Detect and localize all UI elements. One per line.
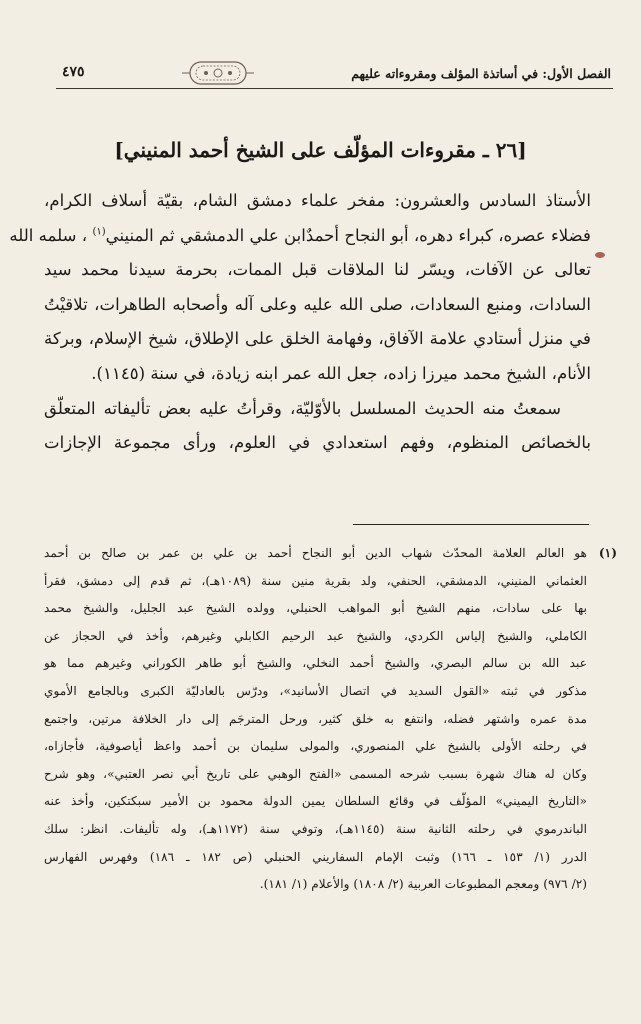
header-ornament-icon — [182, 58, 254, 88]
footnote-line: «التاريخ اليميني» المؤلّف في وقائع السلطان يمين الدولة محمود بن الأمير سبكتكين، وأخذ عنه — [44, 794, 587, 809]
section-title: [٢٦ ـ مقروءات المؤلّف على الشيخ أحمد المنيني] — [114, 138, 527, 162]
body-line: الأستاذ السادس والعشرون: مفخر علماء دمشق الشام، بقيّة أسلاف الكرام، — [44, 191, 591, 210]
footnote-line: الكاملي، والشيخ إلياس الكردي، والشيخ عبد الرحيم الكابلي وغيرهم، وأخذ في الحجاز عن — [44, 628, 587, 643]
body-line — [9, 219, 591, 254]
footnote-line: الباندرموي في رحلته الثانية سنة (١١٤٥هـ)، وتوفي سنة (١١٧٢هـ)، وله تأليفات. انظر: سلك — [44, 821, 588, 836]
footnote-line: الدرر (١/ ١٥٣ ـ ١٦٦) وثبت الإمام السفاريني الحنبلي (ص ١٨٢ ـ ١٨٦) وفهرس الفهارس — [44, 849, 587, 864]
footnote-line: وكان له هناك شهرة بسبب شرحه المسمى «الفتح الوهبي على تاريخ أبي نصر العتبي»، وهو شرح — [44, 766, 587, 781]
footnote-line: العثماني المنيني، الدمشقي، الحنفي، ولد بقرية منين سنة (١٠٨٩هـ)، ثم قدم إلى دمشق، فقرأ — [44, 573, 587, 588]
body-line-text: فضلاء عصره، كبراء دهره، أبو النجاح أحمدٌابن علي الدمشقي ثم المنيني$^{(١)}$ ، سلمه الله — [9, 225, 591, 245]
footnote-line: مذكور في ثبته «القول السديد في اتصال الأسانيد»، ودرّس بالعادليّة الكبرى وبالجامع الأموي — [44, 683, 587, 698]
footnote-line: في رحلته الأولى بالشيخ علي المنصوري، والمولى سليمان بن أحمد واعظ أياصوفية، فأجازاه، — [44, 739, 587, 754]
body-text — [9, 184, 591, 461]
footnote-reference: (١) — [92, 226, 106, 238]
chapter-title: الفصل الأول: في أساتذة المؤلف ومقروءاته عليهم — [351, 66, 611, 81]
body-line: في منزل أستادي علامة الآفاق، وفهامة الخلق على الإطلاق، شيخ الإسلام، وبركة — [44, 329, 591, 349]
page-number: ٤٧٥ — [62, 64, 85, 80]
body-line: تعالى عن الآفات، ويسّر لنا الملاقات قبل الممات، بحرمة سيدنا محمد سيد — [44, 260, 591, 280]
footnote-separator — [353, 524, 589, 525]
footnote-line: مدة عمره واشتهر فضله، وانتفع به خلق كثير، ورحل المترجَم إلى دار الخلافة مرتين، واجتمع — [44, 711, 587, 726]
body-line: الأنام، الشيخ محمد ميرزا زاده، جعل الله عمر ابنه زيادة، في سنة (١١٤٥). — [91, 363, 591, 383]
running-header — [56, 66, 613, 89]
ink-smudge — [595, 252, 605, 258]
footnote — [44, 540, 617, 899]
footnote-line: بها على سادات، منهم الشيخ أبو المواهب الحنبلي، وولده الشيخ عبد الجليل، والشيخ محمد — [44, 601, 587, 616]
body-line: السادات، ومنبع السعادات، صلى الله عليه وعلى آله وأصحابه الطاهرات، تلاقيْتُ — [44, 294, 591, 314]
body-line: سمعتُ منه الحديث المسلسل بالأوّليّة، وقرأتُ عليه بعض تأليفاته المتعلّق — [44, 398, 561, 418]
body-line: بالخصائص المنظوم، وفهم استعدادي في العلوم، ورأى مجموعة الإجازات — [44, 433, 591, 453]
footnote-line: هو العالم العلامة المحدّث شهاب الدين أبو النجاح أحمد بن علي بن عمر بن صالح بن أحمد — [44, 546, 587, 560]
footnote-line: عبد الله بن سالم البصري، والشيخ أحمد النخلي، والشيخ أبو طاهر الكوراني وغيرهم مما هو — [44, 656, 587, 671]
footnote-number: (١) — [598, 546, 617, 560]
footnote-line: (٢/ ٩٧٦) ومعجم المطبوعات العربية (٢/ ١٨٠٨) والأعلام (١/ ١٨١). — [259, 877, 587, 892]
